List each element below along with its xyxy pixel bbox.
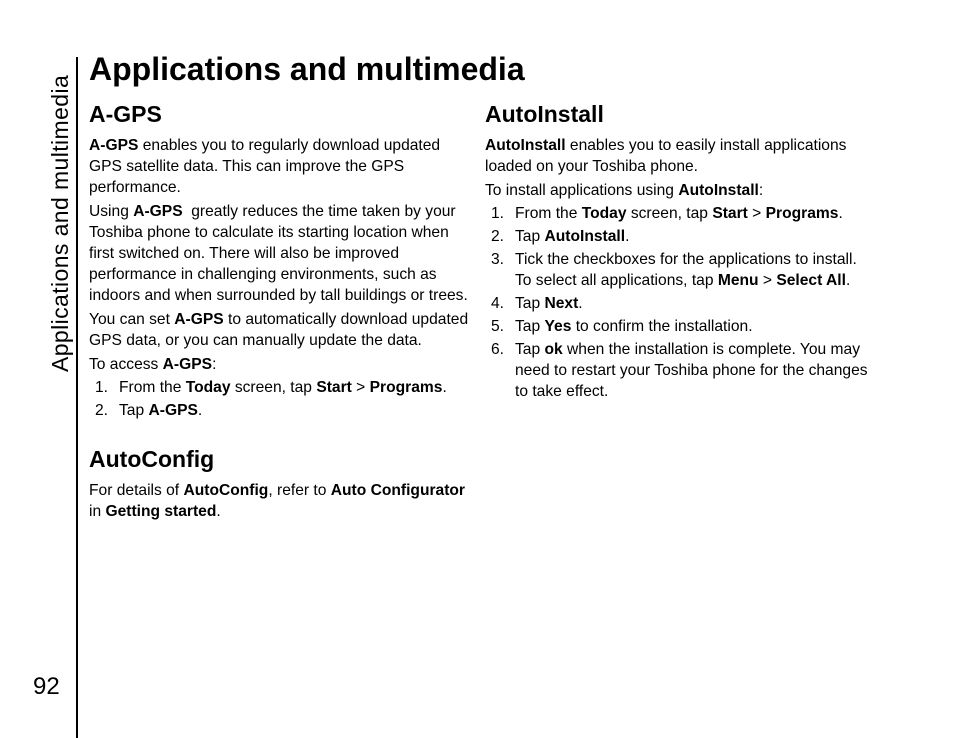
list-item: 6. Tap ok when the installation is complete. You may need to restart your Toshiba phone for the changes to take effect. <box>491 341 868 400</box>
autoinstall-howto-paragraph: To install applications using AutoInstall: <box>485 182 764 199</box>
autoinstall-section <box>485 100 870 402</box>
autoinstall-steps-list <box>485 203 870 402</box>
agps-benefits-paragraph: Using A-GPS greatly reduces the time taken by your Toshiba phone to calculate its starting location when first switched on. There will also be improved performance in challenging environments, such as indoors and when surrounded by tall buildings or trees. <box>89 203 468 304</box>
vertical-divider <box>76 57 78 738</box>
list-item: 1. From the Today screen, tap Start > Programs. <box>491 205 843 222</box>
page-title: Applications and multimedia <box>89 51 525 87</box>
agps-section <box>89 100 469 421</box>
list-item: 3. Tick the checkboxes for the applications to install. To select all applications, tap Menu > Select All. <box>491 251 857 289</box>
list-item: 1. From the Today screen, tap Start > Programs. <box>95 379 447 396</box>
autoinstall-intro-paragraph: AutoInstall enables you to easily install applications loaded on your Toshiba phone. <box>485 137 847 175</box>
agps-heading: A-GPS <box>89 101 162 127</box>
list-item: 2. Tap AutoInstall. <box>491 228 630 245</box>
agps-intro-paragraph: A-GPS enables you to regularly download updated GPS satellite data. This can improve the GPS performance. <box>89 137 441 196</box>
right-column <box>485 100 870 404</box>
autoinstall-heading: AutoInstall <box>485 101 604 127</box>
autoconfig-heading: AutoConfig <box>89 446 215 472</box>
agps-settings-paragraph: You can set A-GPS to automatically download updated GPS data, or you can manually update the data. <box>89 311 469 349</box>
list-item: 5. Tap Yes to confirm the installation. <box>491 318 753 335</box>
list-item: 4. Tap Next. <box>491 295 583 312</box>
left-column <box>89 100 469 522</box>
autoconfig-section <box>89 445 469 522</box>
page-number: 92 <box>33 673 60 700</box>
autoconfig-paragraph: For details of AutoConfig, refer to Auto Configurator in Getting started. <box>89 482 466 520</box>
list-item: 2. Tap A-GPS. <box>95 402 203 419</box>
agps-access-paragraph: To access A-GPS: <box>89 356 217 373</box>
agps-steps-list <box>89 377 469 421</box>
sidebar-section-title: Applications and multimedia <box>47 74 73 372</box>
